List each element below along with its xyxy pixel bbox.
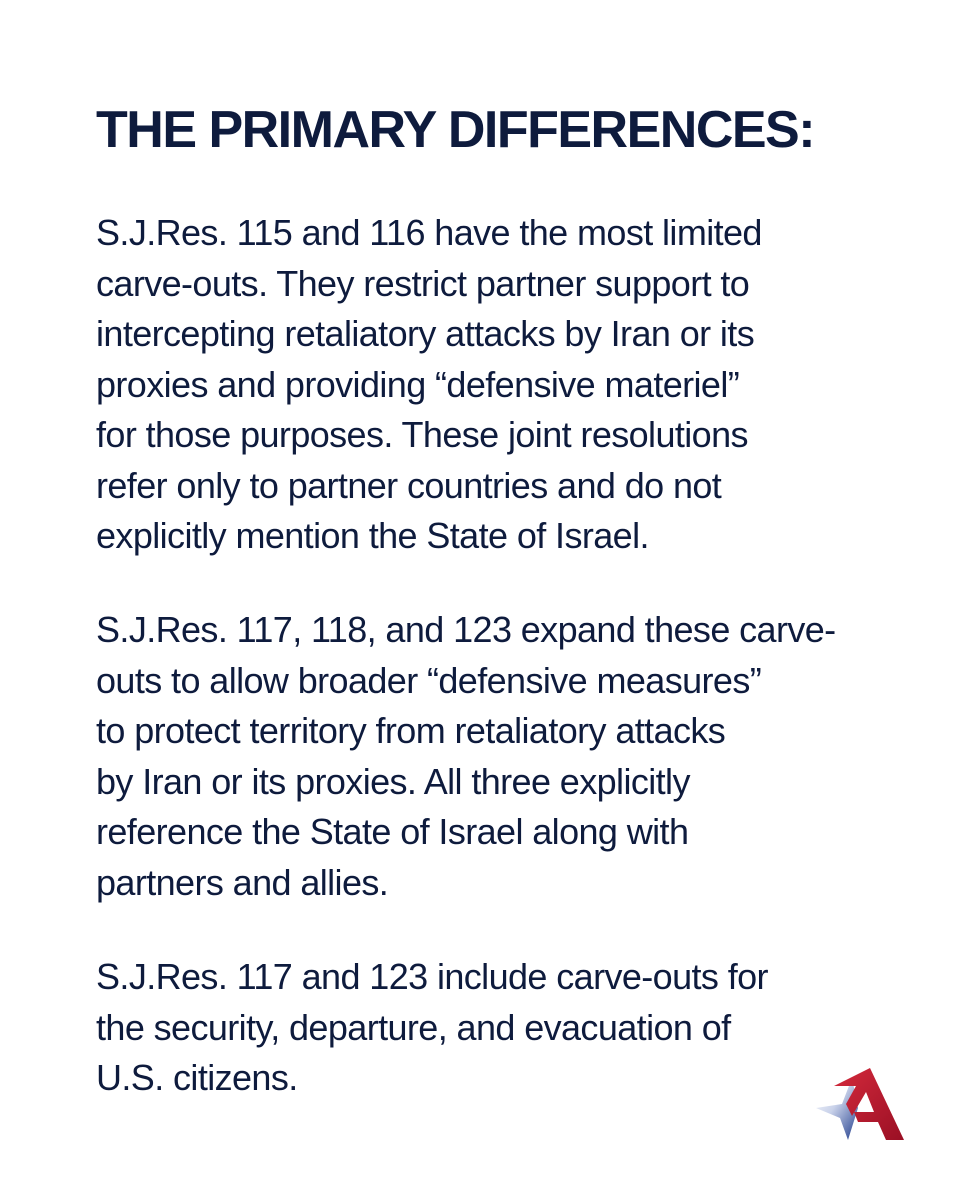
paragraph-line: for those purposes. These joint resolutions	[96, 414, 748, 455]
paragraph-line: carve-outs. They restrict partner support to	[96, 262, 750, 304]
star-a-logo-icon	[812, 1064, 908, 1144]
paragraph-3	[96, 952, 886, 1104]
paragraph-line: to protect territory from retaliatory attacks	[96, 710, 726, 751]
paragraph-2	[96, 605, 886, 908]
paragraph-line: refer only to partner countries and do not	[96, 464, 722, 506]
paragraph-line: the security, departure, and evacuation of	[96, 1006, 731, 1048]
paragraph-line: S.J.Res. 115 and 116 have the most limited	[96, 212, 762, 253]
paragraph-line: intercepting retaliatory attacks by Iran or its	[96, 313, 755, 354]
paragraph-line: explicitly mention the State of Israel.	[96, 515, 649, 556]
page-title: THE PRIMARY DIFFERENCES:	[96, 101, 815, 159]
paragraph-line: partners and allies.	[96, 861, 389, 903]
paragraph-line: outs to allow broader “defensive measures”	[96, 659, 762, 701]
paragraph-line: proxies and providing “defensive materiel”	[96, 363, 740, 405]
paragraph-line: U.S. citizens.	[96, 1057, 298, 1098]
paragraph-1	[96, 208, 886, 562]
paragraph-line: reference the State of Israel along with	[96, 811, 689, 852]
paragraph-line: S.J.Res. 117 and 123 include carve-outs for	[96, 956, 768, 997]
paragraph-line: S.J.Res. 117, 118, and 123 expand these carve-	[96, 609, 836, 650]
paragraph-line: by Iran or its proxies. All three explicitly	[96, 760, 690, 802]
